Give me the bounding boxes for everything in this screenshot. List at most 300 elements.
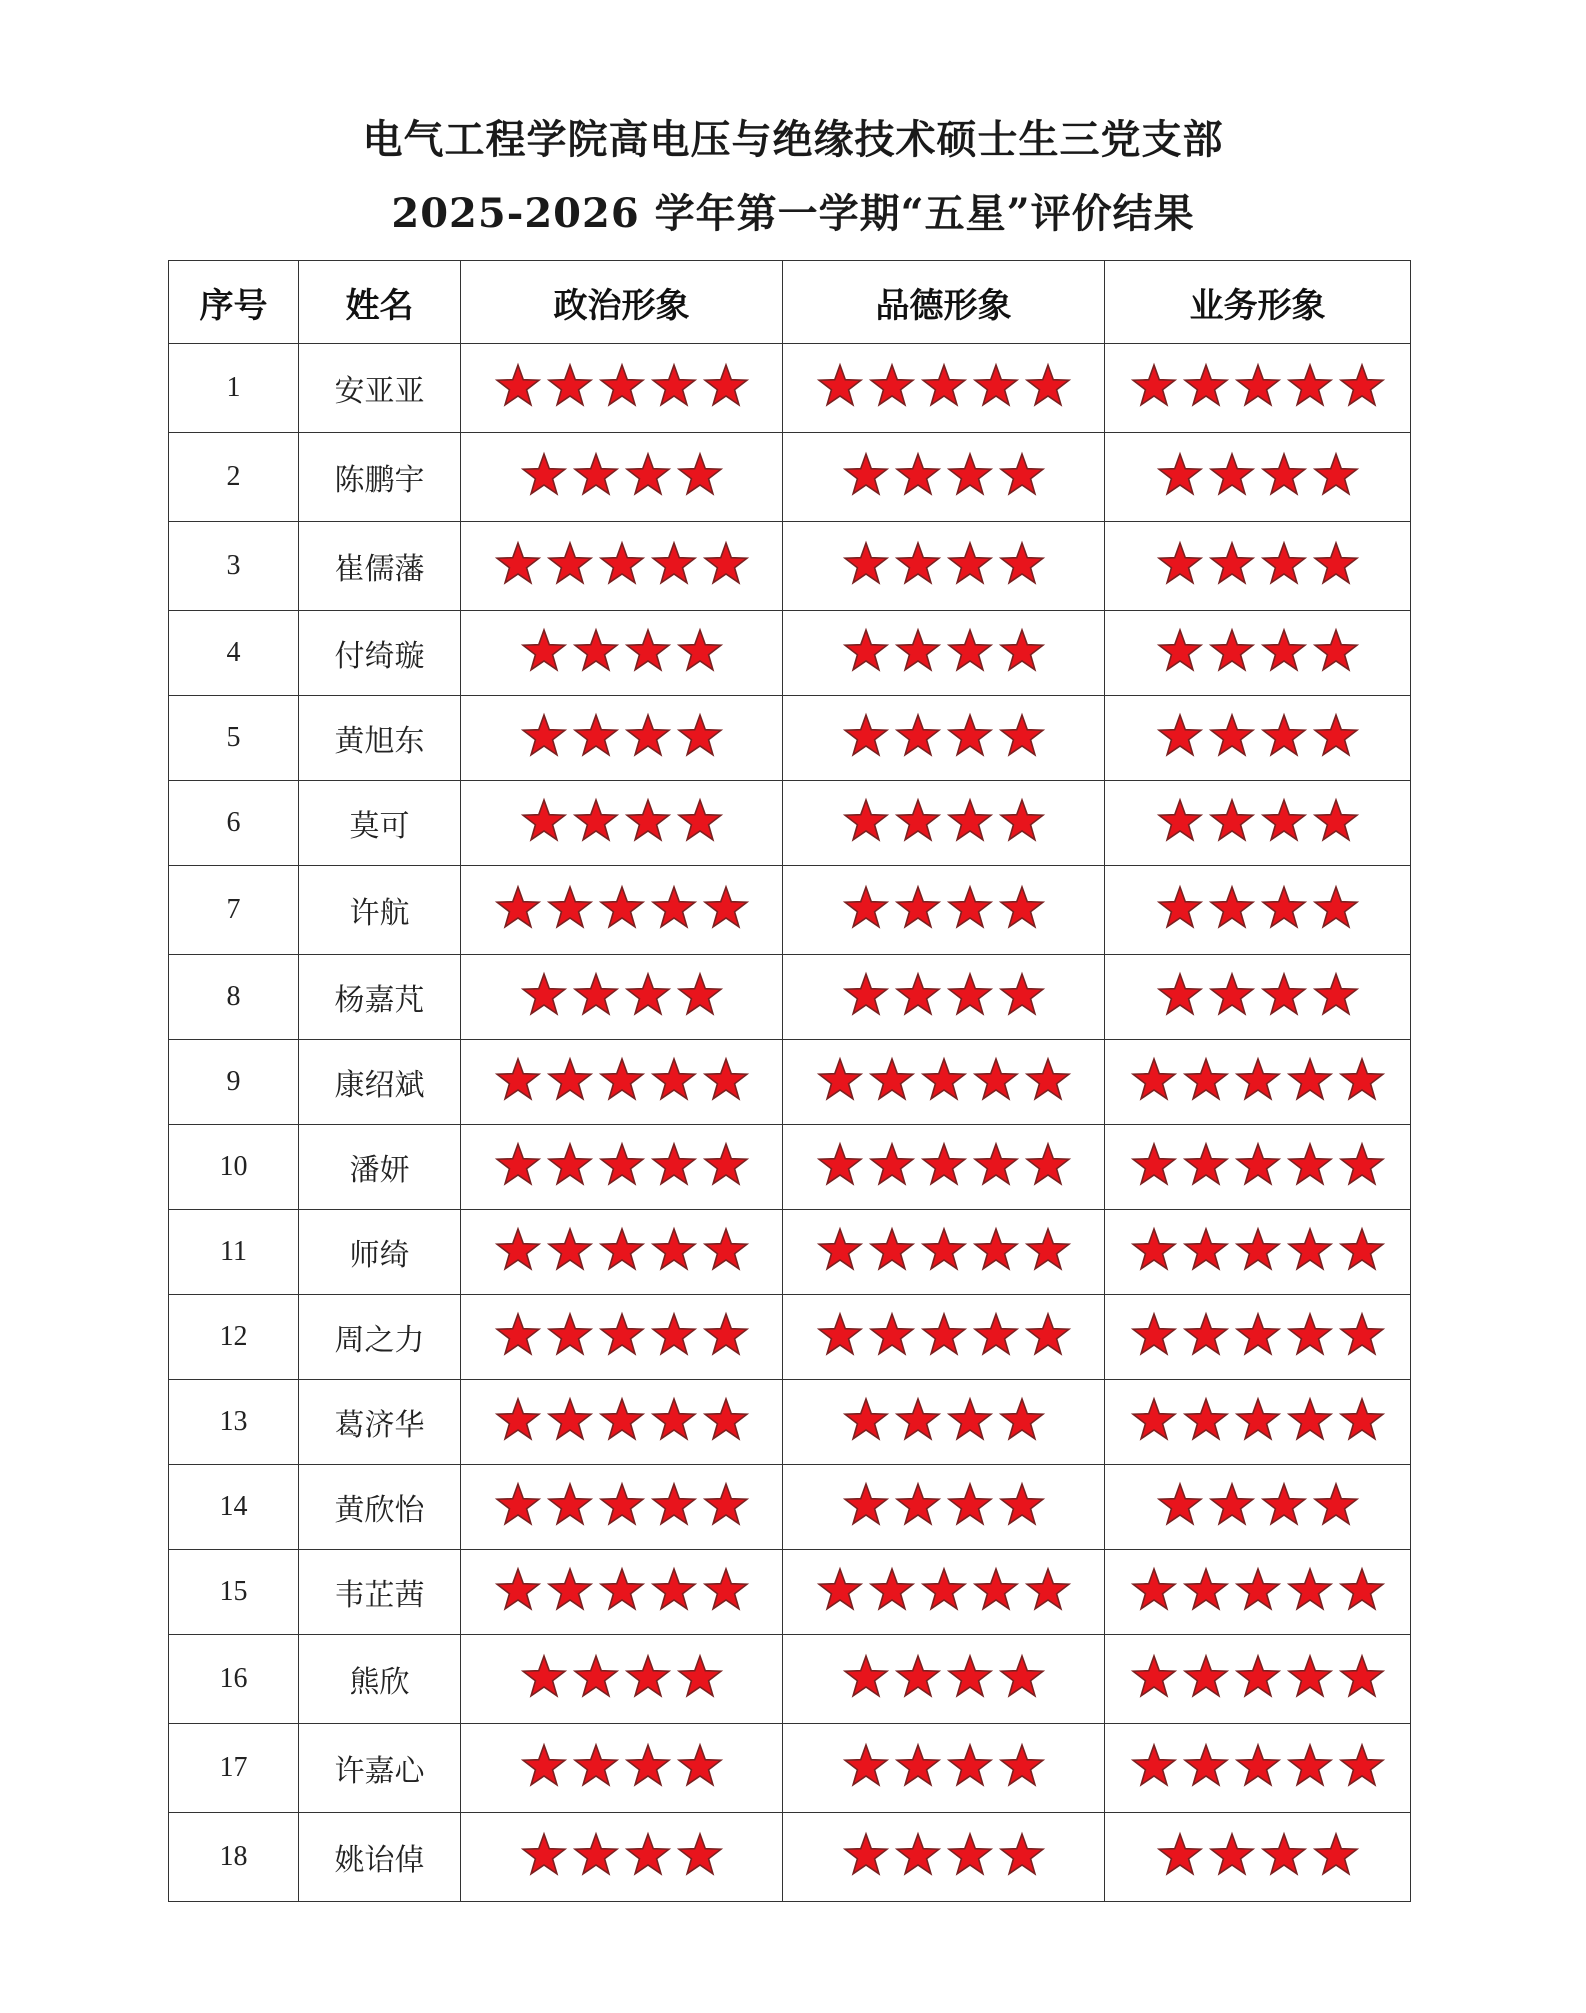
star-icon	[1181, 362, 1231, 410]
star-icon	[1311, 797, 1361, 845]
star-icon	[519, 1742, 569, 1790]
table-row	[169, 1465, 1411, 1550]
cell-seq: 5	[169, 696, 299, 781]
star-rating-moral	[841, 451, 1047, 499]
cell-business-stars	[1105, 1724, 1411, 1813]
cell-business-stars	[1105, 1125, 1411, 1210]
star-icon	[1311, 627, 1361, 675]
star-rating-political	[493, 1396, 751, 1444]
star-icon	[649, 884, 699, 932]
star-icon	[1155, 451, 1205, 499]
cell-name: 葛济华	[299, 1380, 461, 1465]
star-icon	[893, 971, 943, 1019]
cell-seq: 13	[169, 1380, 299, 1465]
table-row	[169, 1040, 1411, 1125]
star-icon	[493, 362, 543, 410]
star-icon	[1023, 1056, 1073, 1104]
cell-moral-stars	[783, 1380, 1105, 1465]
cell-seq: 18	[169, 1813, 299, 1902]
star-icon	[493, 1226, 543, 1274]
cell-business-stars	[1105, 1040, 1411, 1125]
star-icon	[597, 1141, 647, 1189]
star-icon	[867, 1056, 917, 1104]
cell-name: 周之力	[299, 1295, 461, 1380]
star-icon	[1259, 797, 1309, 845]
star-icon	[571, 627, 621, 675]
cell-name: 师绮	[299, 1210, 461, 1295]
star-icon	[1311, 540, 1361, 588]
cell-business-stars	[1105, 1465, 1411, 1550]
star-icon	[1207, 451, 1257, 499]
star-icon	[701, 1566, 751, 1614]
star-icon	[493, 1311, 543, 1359]
star-icon	[815, 1566, 865, 1614]
star-rating-political	[493, 1566, 751, 1614]
cell-moral-stars	[783, 1295, 1105, 1380]
star-icon	[519, 712, 569, 760]
star-icon	[1181, 1311, 1231, 1359]
star-icon	[919, 362, 969, 410]
star-icon	[1285, 1742, 1335, 1790]
cell-name: 许嘉心	[299, 1724, 461, 1813]
cell-name: 姚诒倬	[299, 1813, 461, 1902]
table-row	[169, 433, 1411, 522]
star-icon	[997, 1396, 1047, 1444]
star-icon	[597, 540, 647, 588]
star-rating-political	[493, 540, 751, 588]
star-rating-political	[519, 712, 725, 760]
star-icon	[675, 1831, 725, 1879]
star-rating-business	[1155, 451, 1361, 499]
star-icon	[1129, 1311, 1179, 1359]
star-icon	[701, 1311, 751, 1359]
star-icon	[919, 1141, 969, 1189]
cell-political-stars	[461, 781, 783, 866]
star-icon	[1129, 1226, 1179, 1274]
star-rating-business	[1129, 1056, 1387, 1104]
star-rating-business	[1155, 884, 1361, 932]
table-row	[169, 1380, 1411, 1465]
star-icon	[519, 797, 569, 845]
star-icon	[1233, 1396, 1283, 1444]
star-rating-moral	[815, 1141, 1073, 1189]
star-icon	[867, 1141, 917, 1189]
star-icon	[1207, 971, 1257, 1019]
cell-business-stars	[1105, 696, 1411, 781]
table-row	[169, 866, 1411, 955]
star-icon	[1311, 1481, 1361, 1529]
star-icon	[1023, 1566, 1073, 1614]
cell-moral-stars	[783, 866, 1105, 955]
table-row	[169, 696, 1411, 781]
star-icon	[971, 1226, 1021, 1274]
star-icon	[1129, 1056, 1179, 1104]
star-icon	[623, 451, 673, 499]
star-icon	[1233, 1226, 1283, 1274]
cell-political-stars	[461, 1210, 783, 1295]
star-icon	[1129, 1653, 1179, 1701]
cell-name: 黄欣怡	[299, 1465, 461, 1550]
cell-moral-stars	[783, 1724, 1105, 1813]
star-icon	[1155, 1831, 1205, 1879]
evaluation-table	[168, 260, 1411, 1902]
star-icon	[1207, 884, 1257, 932]
star-icon	[1181, 1396, 1231, 1444]
star-icon	[545, 884, 595, 932]
star-icon	[945, 712, 995, 760]
table-header-row	[169, 261, 1411, 344]
star-icon	[623, 627, 673, 675]
star-icon	[1155, 797, 1205, 845]
star-icon	[493, 1141, 543, 1189]
star-icon	[675, 1742, 725, 1790]
table-row	[169, 781, 1411, 866]
star-icon	[1337, 362, 1387, 410]
cell-moral-stars	[783, 522, 1105, 611]
cell-moral-stars	[783, 781, 1105, 866]
star-rating-business	[1155, 712, 1361, 760]
star-icon	[1311, 1831, 1361, 1879]
star-icon	[1023, 1141, 1073, 1189]
star-icon	[867, 1226, 917, 1274]
star-rating-moral	[841, 971, 1047, 1019]
star-rating-moral	[815, 362, 1073, 410]
cell-seq: 1	[169, 344, 299, 433]
cell-name: 安亚亚	[299, 344, 461, 433]
star-rating-political	[519, 451, 725, 499]
star-icon	[1207, 1481, 1257, 1529]
star-icon	[623, 797, 673, 845]
table-row	[169, 1635, 1411, 1724]
star-icon	[519, 971, 569, 1019]
cell-name: 陈鹏宇	[299, 433, 461, 522]
header-name: 姓名	[299, 261, 461, 344]
star-icon	[971, 1311, 1021, 1359]
star-icon	[997, 627, 1047, 675]
cell-political-stars	[461, 344, 783, 433]
star-icon	[893, 884, 943, 932]
star-icon	[493, 540, 543, 588]
star-icon	[997, 712, 1047, 760]
cell-political-stars	[461, 1380, 783, 1465]
star-icon	[649, 1396, 699, 1444]
star-icon	[701, 1056, 751, 1104]
star-rating-moral	[841, 540, 1047, 588]
star-icon	[571, 797, 621, 845]
cell-seq: 4	[169, 611, 299, 696]
star-icon	[675, 971, 725, 1019]
star-icon	[597, 884, 647, 932]
star-icon	[893, 1831, 943, 1879]
star-rating-moral	[815, 1566, 1073, 1614]
table-row	[169, 1724, 1411, 1813]
star-icon	[1181, 1226, 1231, 1274]
star-icon	[701, 1141, 751, 1189]
table-row	[169, 1295, 1411, 1380]
star-icon	[1155, 627, 1205, 675]
star-icon	[945, 451, 995, 499]
star-rating-moral	[841, 1653, 1047, 1701]
star-icon	[945, 1481, 995, 1529]
star-icon	[675, 451, 725, 499]
star-icon	[841, 712, 891, 760]
star-icon	[1337, 1566, 1387, 1614]
cell-name: 崔儒藩	[299, 522, 461, 611]
cell-seq: 17	[169, 1724, 299, 1813]
cell-name: 康绍斌	[299, 1040, 461, 1125]
star-icon	[597, 1056, 647, 1104]
star-icon	[867, 1311, 917, 1359]
star-rating-business	[1155, 1831, 1361, 1879]
cell-business-stars	[1105, 1550, 1411, 1635]
cell-business-stars	[1105, 611, 1411, 696]
table-row	[169, 344, 1411, 433]
cell-political-stars	[461, 1125, 783, 1210]
cell-political-stars	[461, 1465, 783, 1550]
cell-political-stars	[461, 696, 783, 781]
cell-name: 黄旭东	[299, 696, 461, 781]
star-icon	[623, 971, 673, 1019]
star-rating-business	[1155, 540, 1361, 588]
star-icon	[675, 797, 725, 845]
star-icon	[1233, 1141, 1283, 1189]
star-icon	[893, 1481, 943, 1529]
star-icon	[997, 971, 1047, 1019]
cell-political-stars	[461, 866, 783, 955]
star-icon	[649, 1311, 699, 1359]
star-icon	[997, 451, 1047, 499]
star-icon	[841, 884, 891, 932]
star-icon	[1285, 1141, 1335, 1189]
star-icon	[649, 540, 699, 588]
star-icon	[971, 1056, 1021, 1104]
star-icon	[841, 1396, 891, 1444]
star-icon	[841, 1831, 891, 1879]
cell-name: 杨嘉芃	[299, 955, 461, 1040]
star-rating-political	[493, 1226, 751, 1274]
star-icon	[997, 1481, 1047, 1529]
star-icon	[675, 627, 725, 675]
star-icon	[971, 362, 1021, 410]
star-rating-business	[1129, 362, 1387, 410]
star-icon	[997, 797, 1047, 845]
star-icon	[841, 627, 891, 675]
star-icon	[545, 1396, 595, 1444]
star-rating-business	[1129, 1226, 1387, 1274]
star-icon	[1181, 1566, 1231, 1614]
cell-political-stars	[461, 1040, 783, 1125]
header-seq: 序号	[169, 261, 299, 344]
star-rating-political	[493, 362, 751, 410]
star-icon	[841, 1653, 891, 1701]
star-icon	[649, 1056, 699, 1104]
star-rating-political	[519, 1653, 725, 1701]
cell-political-stars	[461, 1635, 783, 1724]
star-rating-political	[493, 1481, 751, 1529]
star-icon	[1129, 1141, 1179, 1189]
star-icon	[675, 712, 725, 760]
star-icon	[1259, 451, 1309, 499]
cell-moral-stars	[783, 1125, 1105, 1210]
cell-seq: 9	[169, 1040, 299, 1125]
star-icon	[867, 362, 917, 410]
cell-moral-stars	[783, 1210, 1105, 1295]
star-rating-business	[1155, 1481, 1361, 1529]
star-icon	[597, 1566, 647, 1614]
cell-seq: 8	[169, 955, 299, 1040]
star-icon	[815, 1141, 865, 1189]
star-icon	[893, 1653, 943, 1701]
cell-moral-stars	[783, 433, 1105, 522]
star-rating-business	[1129, 1566, 1387, 1614]
star-icon	[545, 1226, 595, 1274]
cell-moral-stars	[783, 1465, 1105, 1550]
star-icon	[919, 1056, 969, 1104]
cell-political-stars	[461, 433, 783, 522]
cell-moral-stars	[783, 1635, 1105, 1724]
cell-political-stars	[461, 522, 783, 611]
star-icon	[971, 1141, 1021, 1189]
star-icon	[675, 1653, 725, 1701]
star-icon	[1285, 362, 1335, 410]
cell-political-stars	[461, 955, 783, 1040]
star-icon	[997, 1742, 1047, 1790]
star-icon	[623, 1653, 673, 1701]
header-business: 业务形象	[1105, 261, 1411, 344]
cell-name: 付绮璇	[299, 611, 461, 696]
star-icon	[519, 1831, 569, 1879]
star-icon	[1311, 884, 1361, 932]
star-icon	[597, 1481, 647, 1529]
star-icon	[945, 540, 995, 588]
star-icon	[545, 540, 595, 588]
cell-business-stars	[1105, 1210, 1411, 1295]
star-icon	[493, 1396, 543, 1444]
cell-name: 许航	[299, 866, 461, 955]
cell-moral-stars	[783, 1813, 1105, 1902]
cell-political-stars	[461, 1724, 783, 1813]
star-icon	[945, 627, 995, 675]
star-icon	[1311, 971, 1361, 1019]
cell-business-stars	[1105, 1635, 1411, 1724]
star-icon	[597, 1396, 647, 1444]
cell-business-stars	[1105, 1295, 1411, 1380]
star-icon	[649, 1481, 699, 1529]
star-icon	[1023, 1311, 1073, 1359]
star-icon	[545, 1311, 595, 1359]
star-icon	[1155, 540, 1205, 588]
star-icon	[493, 1481, 543, 1529]
star-icon	[1233, 1653, 1283, 1701]
star-rating-business	[1129, 1742, 1387, 1790]
star-icon	[571, 1653, 621, 1701]
star-rating-moral	[841, 1831, 1047, 1879]
star-icon	[519, 1653, 569, 1701]
star-icon	[1129, 362, 1179, 410]
star-rating-business	[1129, 1396, 1387, 1444]
star-icon	[545, 362, 595, 410]
star-icon	[1285, 1566, 1335, 1614]
star-icon	[841, 797, 891, 845]
cell-business-stars	[1105, 1813, 1411, 1902]
star-icon	[893, 797, 943, 845]
star-icon	[841, 1742, 891, 1790]
star-icon	[1259, 627, 1309, 675]
cell-name: 潘妍	[299, 1125, 461, 1210]
cell-seq: 2	[169, 433, 299, 522]
star-icon	[1285, 1653, 1335, 1701]
star-icon	[1207, 540, 1257, 588]
star-icon	[893, 1396, 943, 1444]
star-icon	[841, 971, 891, 1019]
header-political: 政治形象	[461, 261, 783, 344]
star-icon	[701, 362, 751, 410]
star-icon	[571, 712, 621, 760]
cell-political-stars	[461, 1295, 783, 1380]
star-icon	[997, 1653, 1047, 1701]
table-row	[169, 1210, 1411, 1295]
star-rating-political	[519, 971, 725, 1019]
star-icon	[623, 1742, 673, 1790]
star-icon	[1311, 451, 1361, 499]
star-icon	[1259, 1831, 1309, 1879]
star-icon	[1337, 1311, 1387, 1359]
star-icon	[997, 884, 1047, 932]
table-row	[169, 611, 1411, 696]
star-rating-moral	[841, 884, 1047, 932]
cell-seq: 16	[169, 1635, 299, 1724]
star-rating-political	[493, 1311, 751, 1359]
document-title-line1: 电气工程学院高电压与绝缘技术硕士生三党支部	[362, 116, 1224, 163]
star-icon	[1129, 1566, 1179, 1614]
star-icon	[545, 1481, 595, 1529]
star-icon	[1233, 1311, 1283, 1359]
star-rating-political	[493, 1141, 751, 1189]
table-row	[169, 1813, 1411, 1902]
star-icon	[1155, 884, 1205, 932]
star-icon	[1285, 1056, 1335, 1104]
table-row	[169, 1550, 1411, 1635]
star-icon	[893, 712, 943, 760]
star-icon	[649, 1566, 699, 1614]
star-icon	[571, 971, 621, 1019]
star-icon	[1233, 362, 1283, 410]
cell-political-stars	[461, 611, 783, 696]
table-row	[169, 1125, 1411, 1210]
table-row	[169, 522, 1411, 611]
star-icon	[945, 971, 995, 1019]
star-icon	[1181, 1056, 1231, 1104]
star-icon	[945, 1831, 995, 1879]
star-icon	[945, 884, 995, 932]
star-rating-moral	[841, 1396, 1047, 1444]
star-rating-political	[519, 1742, 725, 1790]
star-rating-business	[1155, 971, 1361, 1019]
star-icon	[597, 1226, 647, 1274]
cell-business-stars	[1105, 955, 1411, 1040]
star-rating-business	[1155, 627, 1361, 675]
star-icon	[1285, 1311, 1335, 1359]
star-icon	[701, 884, 751, 932]
cell-seq: 12	[169, 1295, 299, 1380]
star-icon	[597, 1311, 647, 1359]
star-icon	[867, 1566, 917, 1614]
star-icon	[815, 1311, 865, 1359]
header-moral: 品德形象	[783, 261, 1105, 344]
cell-political-stars	[461, 1550, 783, 1635]
star-icon	[1337, 1396, 1387, 1444]
star-icon	[1023, 362, 1073, 410]
